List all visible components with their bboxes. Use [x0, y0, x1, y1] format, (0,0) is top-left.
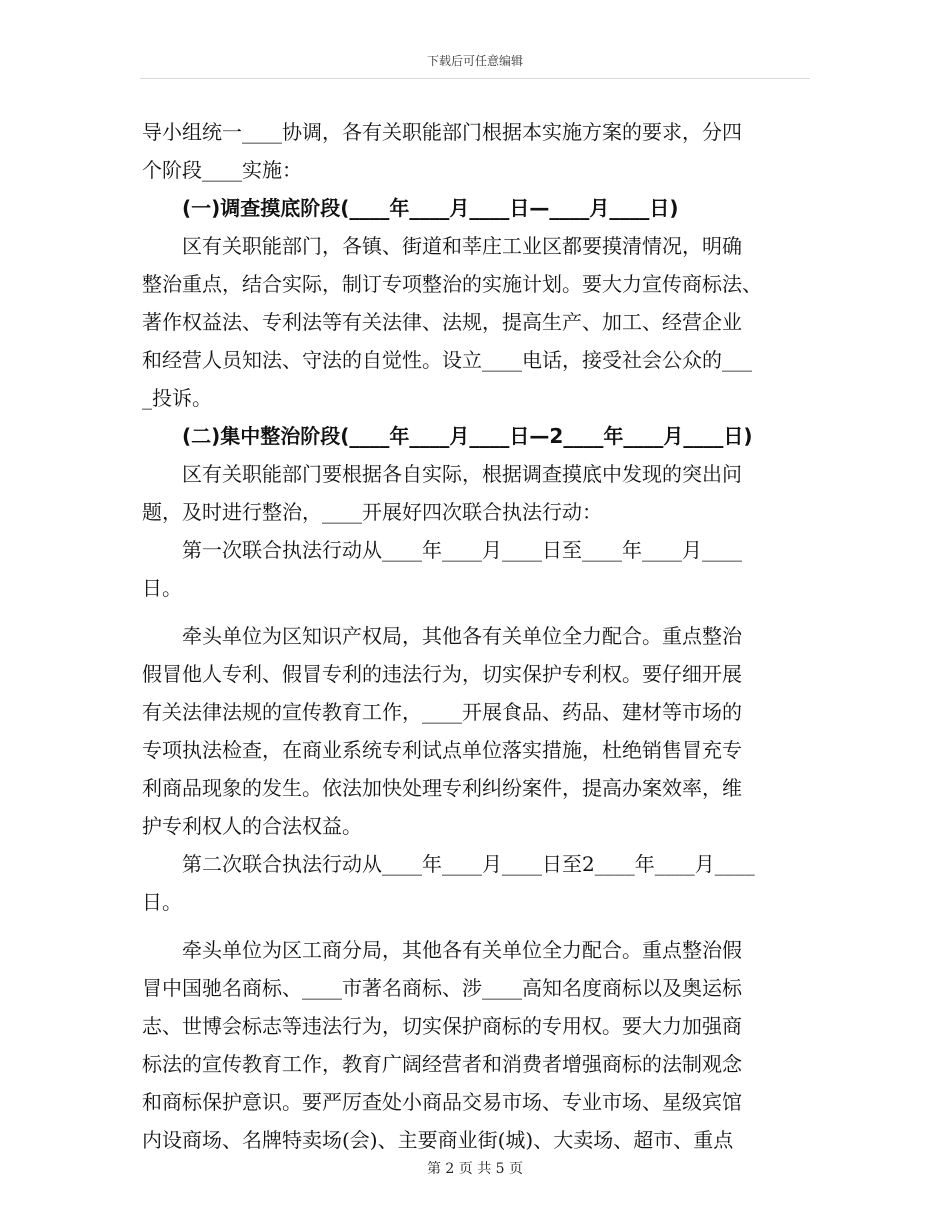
text-line: 区有关职能部门要根据各自实际，根据调查摸底中发现的突出问	[142, 462, 742, 486]
page-number-footer: 第 2 页 共 5 页	[426, 1161, 524, 1177]
text-line: 冒中国驰名商标、____市著名商标、涉____高知名度商标以及奥运标	[142, 976, 742, 1000]
text-line: 第一次联合执法行动从____年____月____日至____年____月____	[142, 538, 742, 562]
text-line: 和经营人员知法、守法的自觉性。设立____电话，接受社会公众的___	[142, 348, 752, 372]
section-heading-survey: (一)调查摸底阶段(____年____月____日—____月____日)	[142, 196, 679, 220]
text-line: 牵头单位为区工商分局，其他各有关单位全力配合。重点整治假	[142, 938, 742, 962]
text-line: 日。	[142, 890, 182, 914]
text-line: 和商标保护意识。要严厉查处小商品交易市场、专业市场、星级宾馆	[142, 1090, 742, 1114]
text-line: 日。	[142, 576, 182, 600]
paragraph-gap	[142, 607, 822, 617]
text-line: 护专利权人的合法权益。	[142, 814, 362, 838]
text-line: 整治重点，结合实际，制订专项整治的实施计划。要大力宣传商标法、	[142, 272, 762, 296]
text-line: 个阶段____实施：	[142, 158, 302, 182]
text-line: 专项执法检查，在商业系统专利试点单位落实措施，杜绝销售冒充专	[142, 738, 742, 762]
section-heading-rectification: (二)集中整治阶段(____年____月____日—2____年____月____日)	[142, 424, 753, 448]
text-line: 有关法律法规的宣传教育工作，____开展食品、药品、建材等市场的	[142, 700, 742, 724]
text-line: 题，及时进行整治，____开展好四次联合执法行动：	[142, 500, 602, 524]
text-line: 内设商场、名牌特卖场(会)、主要商业街(城)、大卖场、超市、重点	[142, 1128, 734, 1152]
text-line: 志、世博会标志等违法行为，切实保护商标的专用权。要大力加强商	[142, 1014, 742, 1038]
text-line: 牵头单位为区知识产权局，其他各有关单位全力配合。重点整治	[142, 624, 742, 648]
text-line: 第二次联合执法行动从____年____月____日至2____年____月____	[142, 852, 755, 876]
text-line: 著作权益法、专利法等有关法律、法规，提高生产、加工、经营企业	[142, 310, 742, 334]
header-divider	[140, 78, 810, 79]
text-line: 区有关职能部门，各镇、街道和莘庄工业区都要摸清情况，明确	[142, 234, 742, 258]
text-line: 利商品现象的发生。依法加快处理专利纠纷案件，提高办案效率，维	[142, 776, 742, 800]
text-line: 假冒他人专利、假冒专利的违法行为，切实保护专利权。要仔细开展	[142, 662, 742, 686]
document-body	[142, 113, 822, 1159]
page-header: 下载后可任意编辑	[426, 54, 523, 68]
text-line: _投诉。	[142, 386, 212, 410]
text-line: 标法的宣传教育工作，教育广阔经营者和消费者增强商标的法制观念	[142, 1052, 742, 1076]
paragraph-gap	[142, 921, 822, 931]
text-line: 导小组统一____协调，各有关职能部门根据本实施方案的要求，分四	[142, 120, 742, 144]
